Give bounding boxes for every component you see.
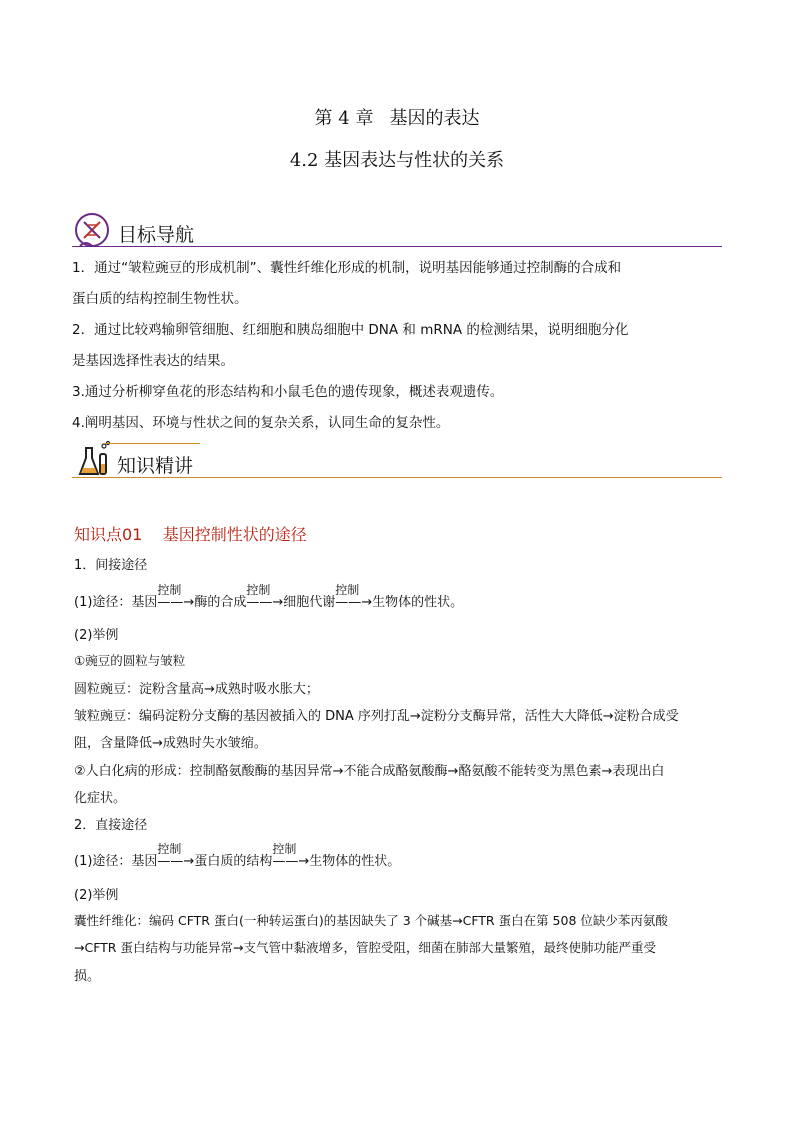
- pea-wrinkled-line-1: 皱粒豌豆：编码淀粉分支酶的基因被插入的 DNA 序列打乱→淀粉分支酶异常，活性大大降低→淀粉合成受: [74, 709, 679, 724]
- arrow-glyph: ——→: [246, 595, 284, 610]
- goals-divider: [72, 246, 722, 247]
- chapter-topic: 基因的表达: [389, 108, 480, 129]
- pea-heading: ①豌豆的圆粒与皱粒: [74, 653, 186, 668]
- section-title: 4.2 基因表达与性状的关系: [289, 150, 505, 171]
- goals-list: [72, 258, 732, 444]
- indirect-step-2: 细胞代谢: [283, 595, 336, 610]
- direct-path-prefix: (1)途径：基因: [74, 854, 158, 869]
- control-arrow: [246, 583, 284, 610]
- control-arrow: [157, 583, 195, 610]
- arrow-glyph: ——→: [157, 854, 195, 869]
- direct-step-2: 生物体的性状。: [309, 854, 401, 869]
- control-label: 控制: [157, 842, 182, 856]
- knowledge-title: 知识精讲: [117, 455, 194, 477]
- chapter-number: 第 4 章: [314, 108, 374, 129]
- arrow-glyph: ——→: [335, 595, 373, 610]
- cf-line-2: →CFTR 蛋白结构与功能异常→支气管中黏液增多，管腔受阻，细菌在肺部大量繁殖，最终使肺功能严重受: [74, 940, 656, 955]
- indirect-step-3: 生物体的性状。: [372, 595, 464, 610]
- knowledge-top-rule: [104, 443, 200, 444]
- goal-line: 是基因选择性表达的结果。: [72, 353, 234, 369]
- direct-heading: 2．直接途径: [74, 818, 148, 833]
- direct-path: [74, 842, 401, 869]
- control-arrow: [157, 842, 195, 869]
- direct-step-1: 蛋白质的结构: [194, 854, 273, 869]
- goal-line: 2．通过比较鸡输卵管细胞、红细胞和胰岛细胞中 DNA 和 mRNA 的检测结果，说明细胞分化: [72, 322, 629, 338]
- goal-line: 4.阐明基因、环境与性状之间的复杂关系，认同生命的复杂性。: [72, 415, 450, 431]
- control-label: 控制: [335, 583, 360, 597]
- goal-line: 蛋白质的结构控制生物性状。: [72, 291, 248, 307]
- pea-wrinkled-line-2: 阻，含量降低→成熟时失水皱缩。: [74, 736, 267, 751]
- knowledge-divider: [72, 477, 722, 478]
- control-arrow: [272, 842, 310, 869]
- goal-line: 3.通过分析柳穿鱼花的形态结构和小鼠毛色的遗传现象，概述表观遗传。: [72, 384, 504, 400]
- example-heading-1: (2)举例: [74, 628, 119, 643]
- indirect-path-prefix: (1)途径：基因: [74, 595, 158, 610]
- example-heading-2: (2)举例: [74, 888, 119, 903]
- flask-icon: [72, 440, 112, 478]
- goal-line: 1．通过“皱粒豌豆的形成机制”、囊性纤维化形成的机制，说明基因能够通过控制酶的合成和: [72, 260, 622, 276]
- control-label: 控制: [272, 842, 297, 856]
- chapter-title: [0, 104, 794, 130]
- cf-line-3: 损。: [74, 969, 101, 984]
- albinism-line-2: 化症状。: [74, 791, 127, 806]
- albinism-line-1: ②人白化病的形成：控制酪氨酸酶的基因异常→不能合成酪氨酸酶→酪氨酸不能转变为黑色素→表现出白: [74, 764, 665, 779]
- arrow-glyph: ——→: [157, 595, 195, 610]
- goals-title: 目标导航: [118, 224, 195, 246]
- control-arrow: [335, 583, 373, 610]
- indirect-step-1: 酶的合成: [194, 595, 247, 610]
- knowledge-point-title: 知识点01 基因控制性状的途径: [74, 525, 307, 544]
- cf-line-1: 囊性纤维化：编码 CFTR 蛋白(一种转运蛋白)的基因缺失了 3 个碱基→CFTR 蛋白在第 508 位缺少苯丙氨酸: [74, 913, 668, 928]
- indirect-path: [74, 583, 464, 610]
- control-label: 控制: [157, 583, 182, 597]
- indirect-heading: 1．间接途径: [74, 558, 148, 573]
- arrow-glyph: ——→: [272, 854, 310, 869]
- control-label: 控制: [246, 583, 271, 597]
- goals-dna-icon: [72, 210, 112, 250]
- pea-round: 圆粒豌豆：淀粉含量高→成熟时吸水胀大；: [74, 682, 319, 697]
